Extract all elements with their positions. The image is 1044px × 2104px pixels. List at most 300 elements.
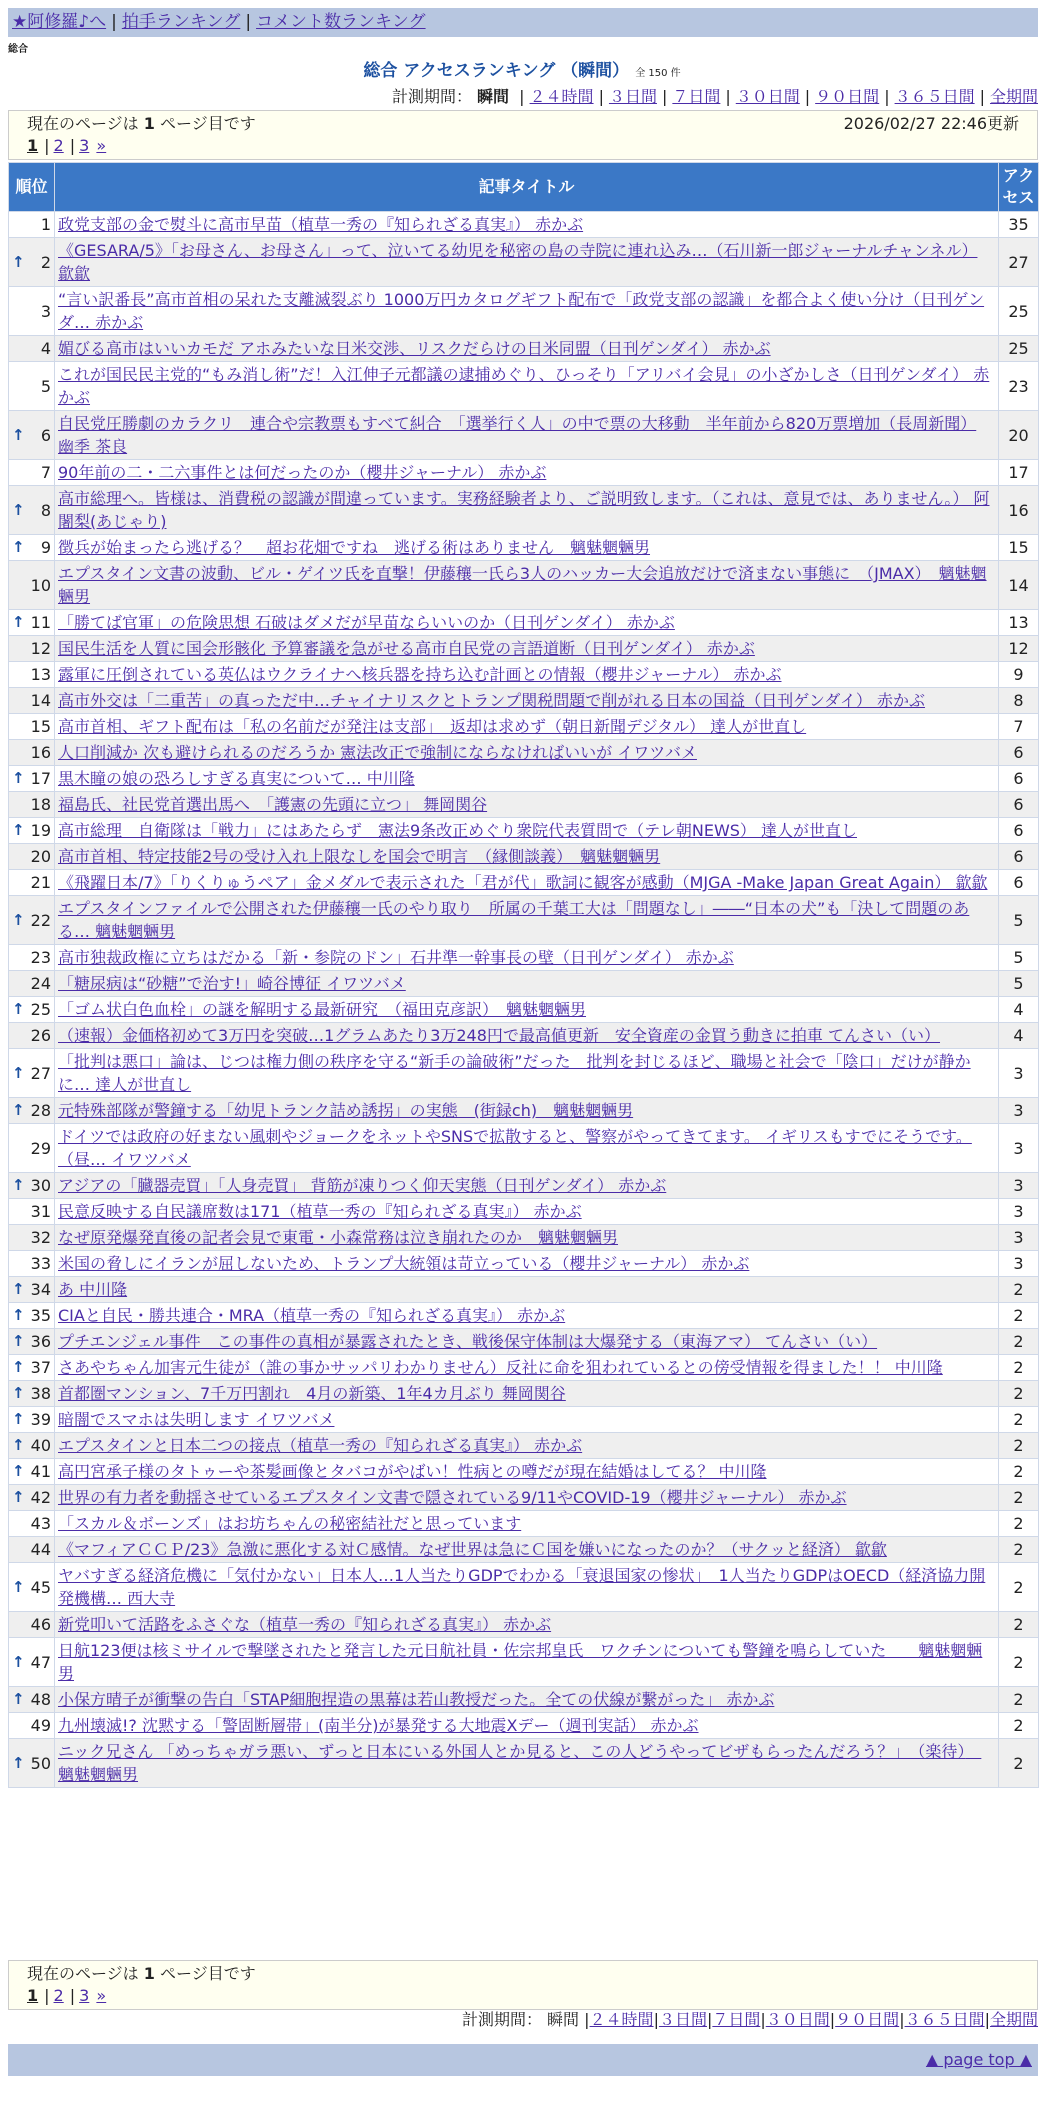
rank-cell: [9, 1433, 55, 1459]
table-row: [9, 535, 1039, 561]
rank-up-arrow-icon: ↑: [12, 1101, 25, 1119]
article-title-link[interactable]: 高市首相、特定技能2号の受け入れ上限なしを国会で明言 （縁側談義） 魑魅魍魎男: [58, 847, 661, 866]
period-label: 計測期間：: [461, 2010, 542, 2029]
rank-number: 42: [30, 1488, 51, 1507]
title-cell: [55, 1225, 999, 1251]
access-count: 35: [999, 212, 1039, 238]
article-title-link[interactable]: 米国の脅しにイランが屈しないため、トランプ大統領は苛立っている（櫻井ジャーナル） 赤かぶ: [58, 1254, 750, 1273]
table-row: [9, 896, 1039, 945]
table-row: [9, 688, 1039, 714]
access-count: 2: [999, 1485, 1039, 1511]
rank-up-arrow-icon: ↑: [12, 1577, 25, 1596]
rank-number: 1: [40, 215, 51, 234]
rank-number: 34: [30, 1280, 51, 1299]
access-count: 2: [999, 1381, 1039, 1407]
access-count: 16: [999, 486, 1039, 535]
period-separator: |: [653, 2010, 659, 2029]
rank-number: 38: [30, 1384, 51, 1403]
access-count: 6: [999, 870, 1039, 896]
table-row: [9, 1687, 1039, 1713]
access-count: 7: [999, 714, 1039, 740]
rank-cell: [9, 1355, 55, 1381]
table-row: [9, 1638, 1039, 1687]
article-title-link[interactable]: （速報）金価格初めて3万円を突破…1グラムあたり3万248円で最高値更新 安全資産の金買う動きに拍車 てんさい（い）: [58, 1026, 941, 1045]
rank-up-arrow-icon: ↑: [12, 425, 25, 444]
rank-cell: [9, 971, 55, 997]
rank-number: 2: [40, 252, 51, 272]
article-title-link[interactable]: 「スカル＆ボーンズ」はお坊ちゃんの秘密結社だと思っています: [58, 1514, 522, 1533]
page-link[interactable]: 3: [79, 1986, 90, 2005]
title-cell: [55, 287, 999, 336]
rank-up-arrow-icon: ↑: [12, 1332, 25, 1350]
rank-number: 26: [30, 1026, 51, 1045]
title-cell: [55, 997, 999, 1023]
page-separator: |: [44, 136, 50, 155]
table-header-row: [9, 163, 1039, 212]
period-selector-bottom: [462, 2009, 1038, 2031]
rank-number: 29: [30, 1138, 51, 1158]
article-title-link[interactable]: 《マフィアＣＣＰ/23》急激に悪化する対Ｃ感情。なぜ世界は急にＣ国を嫌いになったのか？（サクッと経済） 歙歙: [58, 1540, 887, 1559]
title-cell: [55, 636, 999, 662]
article-title-link[interactable]: ドイツでは政府の好まない風刺やジョークをネットやSNSで拡散すると、警察がやってきてます。 イギリスもすでにそうです。（昼… イワツバメ: [58, 1127, 972, 1169]
page-link[interactable]: 2: [53, 136, 64, 155]
title-cell: [55, 1049, 999, 1098]
rank-number: 32: [30, 1228, 51, 1247]
period-option-link[interactable]: ２４時間: [589, 2010, 654, 2029]
rank-cell: [9, 1023, 55, 1049]
table-row: [9, 1713, 1039, 1739]
rank-cell: [9, 714, 55, 740]
rank-up-arrow-icon: ↑: [12, 821, 25, 839]
access-count: 2: [999, 1407, 1039, 1433]
rank-number: 45: [30, 1577, 51, 1597]
title-cell: [55, 945, 999, 971]
article-title-link[interactable]: 「勝てば官軍」の危険思想 石破はダメだが早苗ならいいのか（日刊ゲンダイ） 赤かぶ: [58, 613, 675, 632]
article-title-link[interactable]: 世界の有力者を動揺させているエプスタイン文書で隠されている9/11やCOVID-19（櫻井ジャーナル） 赤かぶ: [58, 1488, 847, 1507]
nav-link-comment-ranking[interactable]: コメント数ランキング: [256, 12, 426, 32]
rank-number: 22: [30, 910, 51, 930]
rank-cell: [9, 1459, 55, 1485]
rank-cell: [9, 1612, 55, 1638]
article-title-link[interactable]: 新党叩いて活路をふさぐな（植草一秀の『知られざる真実』） 赤かぶ: [58, 1615, 552, 1634]
article-title-link[interactable]: 日航123便は核ミサイルで撃墜されたと発言した元日航社員・佐宗邦皇氏 ワクチンについても警鐘を鳴らしていた 魑魅魍魎男: [58, 1641, 983, 1683]
current-page-text: 現在のページは 1 ページ目です: [27, 1964, 256, 1983]
period-separator: |: [706, 2010, 713, 2029]
rank-number: 50: [30, 1753, 51, 1773]
table-row: [9, 1612, 1039, 1638]
rank-number: 24: [30, 974, 51, 993]
article-title-link[interactable]: 国民生活を人質に国会形骸化 予算審議を急がせる高市自民党の言語道断（日刊ゲンダイ） 赤かぶ: [58, 639, 755, 658]
rank-number: 8: [40, 500, 51, 520]
table-row: [9, 1251, 1039, 1277]
table-row: [9, 818, 1039, 844]
period-option-link[interactable]: ３日間: [658, 2010, 707, 2029]
access-count: 20: [999, 411, 1039, 460]
next-page-link[interactable]: »: [96, 136, 107, 155]
rank-cell: [9, 411, 55, 460]
period-separator: |: [725, 87, 731, 106]
article-title-link[interactable]: なぜ原発爆発直後の記者会見で東電・小森常務は泣き崩れたのか 魑魅魍魎男: [58, 1228, 619, 1247]
ranking-heading: [0, 60, 1044, 85]
period-option-link[interactable]: ２４時間: [529, 87, 594, 106]
rank-number: 37: [30, 1358, 51, 1377]
rank-up-arrow-icon: ↑: [12, 1690, 25, 1708]
table-row: [9, 714, 1039, 740]
rank-number: 5: [40, 376, 51, 396]
period-option-link[interactable]: ９０日間: [835, 2010, 900, 2029]
article-title-link[interactable]: プチエンジェル事件 この事件の真相が暴露されたとき、戦後保守体制は大爆発する（東海アマ） てんさい（い）: [58, 1332, 878, 1351]
rank-cell: [9, 1329, 55, 1355]
table-row: [9, 1563, 1039, 1612]
table-row: [9, 1407, 1039, 1433]
title-cell: [55, 1485, 999, 1511]
rank-up-arrow-icon: ↑: [12, 538, 25, 556]
article-title-link[interactable]: 「糖尿病は“砂糖”で治す!」崎谷博征 イワツバメ: [58, 974, 406, 993]
access-count: 27: [999, 238, 1039, 287]
access-count: 5: [999, 945, 1039, 971]
page-top-link[interactable]: ▲ page top ▲: [925, 2050, 1032, 2069]
nav-link-applause-ranking[interactable]: 拍手ランキング: [121, 12, 241, 32]
rank-cell: [9, 1098, 55, 1124]
title-cell: [55, 1098, 999, 1124]
period-separator: |: [584, 2010, 590, 2029]
title-cell: [55, 362, 999, 411]
rank-number: 16: [30, 743, 51, 762]
title-cell: [55, 1277, 999, 1303]
access-count: 25: [999, 287, 1039, 336]
article-title-link[interactable]: 《飛躍日本/7》「りくりゅうペア」金メダルで表示された「君が代」歌詞に観客が感動（MJGA -Make Japan Great Again） 歙歙: [58, 873, 988, 892]
rank-cell: [9, 1124, 55, 1173]
rank-cell: [9, 1638, 55, 1687]
period-option-link[interactable]: 全期間: [989, 2010, 1038, 2029]
rank-up-arrow-icon: ↑: [12, 1280, 25, 1298]
access-count: 12: [999, 636, 1039, 662]
article-title-link[interactable]: 自民党圧勝劇のカラクリ 連合や宗教票もすべて糾合 「選挙行く人」の中で票の大移動 半年前から820万票増加（長周新聞） 幽季 茶良: [58, 414, 977, 456]
rank-cell: [9, 997, 55, 1023]
title-cell: [55, 870, 999, 896]
rank-cell: [9, 1739, 55, 1788]
title-cell: [55, 766, 999, 792]
article-title-link[interactable]: 九州壊滅!? 沈黙する「警固断層帯」(南半分)が暴発する大地震Xデー（週刊実話） 赤かぶ: [58, 1716, 699, 1735]
article-title-link[interactable]: 高市独裁政権に立ちはだかる「新・参院のドン」石井準一幹事長の壁（日刊ゲンダイ） 赤かぶ: [58, 948, 734, 967]
pager-top: [8, 110, 1038, 160]
article-title-link[interactable]: 小保方晴子が衝撃の告白「STAP細胞捏造の黒幕は若山教授だった。全ての伏線が繋がった」 赤かぶ: [58, 1690, 775, 1709]
access-count: 3: [999, 1098, 1039, 1124]
article-title-link[interactable]: これが国民民主党的“もみ消し術”だ！入江伸子元都議の逮捕めぐり、ひっそり「アリバイ会見」の小ざかしさ（日刊ゲンダイ） 赤かぶ: [58, 365, 990, 407]
rank-cell: [9, 1199, 55, 1225]
article-title-link[interactable]: 福島氏、社民党首選出馬へ 「護憲の先頭に立つ」 舞岡関谷: [58, 795, 488, 814]
rank-cell: [9, 1563, 55, 1612]
ranking-table: [8, 162, 1039, 1788]
access-count: 3: [999, 1124, 1039, 1173]
table-row: [9, 1225, 1039, 1251]
rank-cell: [9, 610, 55, 636]
rank-up-arrow-icon: ↑: [12, 1358, 25, 1376]
article-title-link[interactable]: 元特殊部隊が警鐘する「幼児トランク詰め誘拐」の実態 (街録ch) 魑魅魍魎男: [58, 1101, 634, 1120]
article-title-link[interactable]: CIAと自民・勝共連合・MRA（植草一秀の『知られざる真実』） 赤かぶ: [58, 1306, 566, 1325]
access-count: 17: [999, 460, 1039, 486]
table-row: [9, 1433, 1039, 1459]
table-row: [9, 486, 1039, 535]
title-cell: [55, 1511, 999, 1537]
title-cell: [55, 1638, 999, 1687]
period-option-link[interactable]: ３日間: [608, 87, 657, 106]
title-cell: [55, 336, 999, 362]
page-separator: |: [44, 1986, 50, 2005]
next-page-link[interactable]: »: [96, 1986, 107, 2005]
rank-cell: [9, 1485, 55, 1511]
title-cell: [55, 714, 999, 740]
rank-up-arrow-icon: ↑: [12, 252, 25, 271]
article-title-link[interactable]: 媚びる高市はいいカモだ アホみたいな日米交渉、リスクだらけの日米同盟（日刊ゲンダイ） 赤かぶ: [58, 339, 771, 358]
period-separator: |: [884, 87, 890, 106]
access-count: 3: [999, 1173, 1039, 1199]
article-title-link[interactable]: エプスタイン文書の波動、ビル・ゲイツ氏を直撃！伊藤穰一氏ら3人のハッカー大会追放だけで済まない事態に （JMAX） 魑魅魍魎男: [58, 564, 987, 606]
rank-cell: [9, 844, 55, 870]
rank-number: 11: [30, 613, 51, 632]
table-row: [9, 238, 1039, 287]
period-option-link[interactable]: ３６５日間: [894, 87, 975, 106]
bottom-bar: [8, 2044, 1038, 2076]
rank-number: 23: [30, 948, 51, 967]
rank-up-arrow-icon: ↑: [12, 1063, 25, 1082]
table-row: [9, 1303, 1039, 1329]
rank-cell: [9, 945, 55, 971]
updated-timestamp: 2026/02/27 22:46更新: [843, 114, 1019, 133]
period-separator: |: [760, 2010, 766, 2029]
article-title-link[interactable]: 暗闇でスマホは失明します イワツバメ: [58, 1410, 335, 1429]
article-title-link[interactable]: エプスタインと日本二つの接点（植草一秀の『知られざる真実』） 赤かぶ: [58, 1436, 583, 1455]
rank-cell: [9, 1687, 55, 1713]
rank-cell: [9, 870, 55, 896]
article-title-link[interactable]: 高円宮承子様のタトゥーや茶髪画像とタバコがやばい！性病との噂だが現在結婚はしてる？ 中川隆: [58, 1462, 767, 1481]
period-option-link[interactable]: ３６５日間: [904, 2010, 985, 2029]
article-title-link[interactable]: アジアの「臓器売買」「人身売買」 背筋が凍りつく仰天実態（日刊ゲンダイ） 赤かぶ: [58, 1176, 667, 1195]
table-row: [9, 1739, 1039, 1788]
table-row: [9, 766, 1039, 792]
table-row: [9, 870, 1039, 896]
page-link[interactable]: 2: [53, 1986, 64, 2005]
rank-up-arrow-icon: ↑: [12, 1176, 25, 1194]
rank-cell: [9, 460, 55, 486]
rank-cell: [9, 636, 55, 662]
rank-up-arrow-icon: ↑: [12, 1410, 25, 1428]
article-title-link[interactable]: 「批判は悪口」論は、じつは権力側の秩序を守る“新手の論破術”だった 批判を封じるほど、職場と社会で「陰口」だけが静かに… 達人が世直し: [58, 1052, 971, 1094]
access-count: 25: [999, 336, 1039, 362]
access-count: 2: [999, 1355, 1039, 1381]
title-cell: [55, 486, 999, 535]
rank-number: 20: [30, 847, 51, 866]
period-separator: |: [984, 2010, 990, 2029]
article-title-link[interactable]: 高市総理 自衛隊は「戦力」にはあたらず 憲法9条改正めぐり衆院代表質問で（テレ朝NEWS） 達人が世直し: [58, 821, 858, 840]
article-title-link[interactable]: 首都圏マンション、7千万円割れ 4月の新築、1年4カ月ぶり 舞岡関谷: [58, 1384, 566, 1403]
rank-cell: [9, 1407, 55, 1433]
title-cell: [55, 1433, 999, 1459]
title-cell: [55, 460, 999, 486]
rank-cell: [9, 1537, 55, 1563]
table-row: [9, 1511, 1039, 1537]
title-cell: [55, 792, 999, 818]
pager-bottom: [8, 1960, 1038, 2010]
rank-cell: [9, 336, 55, 362]
access-count: 15: [999, 535, 1039, 561]
period-separator: |: [519, 87, 525, 106]
rank-cell: [9, 561, 55, 610]
table-row: [9, 945, 1039, 971]
rank-cell: [9, 486, 55, 535]
rank-number: 49: [30, 1716, 51, 1735]
article-title-link[interactable]: 「ゴム状白色血栓」の謎を解明する最新研究 （福田克彦訳） 魑魅魍魎男: [58, 1000, 587, 1019]
table-row: [9, 1098, 1039, 1124]
rank-up-arrow-icon: ↑: [12, 1753, 25, 1772]
article-title-link[interactable]: エプスタインファイルで公開された伊藤穰一氏のやり取り 所属の千葉工大は「問題なし」――“日本の犬”も「決して問題のある… 魑魅魍魎男: [58, 899, 970, 941]
rank-cell: [9, 1277, 55, 1303]
table-row: [9, 460, 1039, 486]
rank-cell: [9, 1381, 55, 1407]
access-count: 4: [999, 1023, 1039, 1049]
title-cell: [55, 1124, 999, 1173]
current-page-text: 現在のページは 1 ページ目です: [27, 114, 256, 133]
period-option-link[interactable]: ３０日間: [765, 2010, 830, 2029]
title-cell: [55, 1329, 999, 1355]
article-title-link[interactable]: 黒木瞳の娘の恐ろしすぎる真実について… 中川隆: [58, 769, 415, 788]
header-title: 記事タイトル: [55, 163, 999, 212]
article-title-link[interactable]: さあやちゃん加害元生徒が（誰の事かサッパリわかりません）反社に命を狙われているとの傍受情報を得ました！！ 中川隆: [58, 1358, 943, 1377]
rank-number: 41: [30, 1462, 51, 1481]
rank-number: 43: [30, 1514, 51, 1533]
table-row: [9, 1537, 1039, 1563]
table-row: [9, 610, 1039, 636]
rank-cell: [9, 1511, 55, 1537]
title-cell: [55, 1713, 999, 1739]
article-title-link[interactable]: 90年前の二・二六事件とは何だったのか（櫻井ジャーナル） 赤かぶ: [58, 463, 547, 482]
article-title-link[interactable]: 高市首相、ギフト配布は「私の名前だが発注は支部」 返却は求めず（朝日新聞デジタル） 達人が世直し: [58, 717, 807, 736]
rank-number: 15: [30, 717, 51, 736]
period-option-link[interactable]: ９０日間: [815, 87, 880, 106]
article-title-link[interactable]: ヤバすぎる経済危機に「気付かない」日本人…1人当たりGDPでわかる「衰退国家の惨状」 1人当たりGDPはOECD（経済協力開発機構… 西大寺: [58, 1566, 986, 1608]
title-cell: [55, 1173, 999, 1199]
title-cell: [55, 844, 999, 870]
table-row: [9, 1049, 1039, 1098]
article-title-link[interactable]: あ 中川隆: [58, 1280, 128, 1299]
period-separator: |: [899, 2010, 905, 2029]
rank-number: 36: [30, 1332, 51, 1351]
table-row: [9, 740, 1039, 766]
top-nav-bar: [8, 8, 1038, 37]
title-cell: [55, 1612, 999, 1638]
rank-number: 3: [40, 301, 51, 321]
table-row: [9, 844, 1039, 870]
rank-number: 12: [30, 639, 51, 658]
table-row: [9, 792, 1039, 818]
article-title-link[interactable]: 高市総理へ。皆様は、消費税の認識が間違っています。実務経験者より、ご説明致します。（これは、意見では、ありません。） 阿闍梨(あじゃり): [58, 489, 990, 531]
page-link[interactable]: 3: [79, 136, 90, 155]
rank-number: 48: [30, 1690, 51, 1709]
period-option-link[interactable]: ３０日間: [735, 87, 800, 106]
table-row: [9, 336, 1039, 362]
access-count: 2: [999, 1563, 1039, 1612]
rank-number: 31: [30, 1202, 51, 1221]
table-row: [9, 1381, 1039, 1407]
rank-cell: [9, 766, 55, 792]
rank-cell: [9, 362, 55, 411]
access-count: 4: [999, 997, 1039, 1023]
title-cell: [55, 561, 999, 610]
rank-up-arrow-icon: ↑: [12, 769, 25, 787]
table-row: [9, 1459, 1039, 1485]
access-count: 6: [999, 766, 1039, 792]
nav-separator: |: [245, 12, 252, 32]
article-title-link[interactable]: 民意反映する自民議席数は171（植草一秀の『知られざる真実』） 赤かぶ: [58, 1202, 582, 1221]
table-row: [9, 1199, 1039, 1225]
nav-separator: |: [111, 12, 117, 32]
rank-cell: [9, 238, 55, 287]
rank-number: 33: [30, 1254, 51, 1273]
title-cell: [55, 1303, 999, 1329]
period-separator: |: [979, 87, 985, 106]
table-row: [9, 1485, 1039, 1511]
rank-up-arrow-icon: ↑: [12, 500, 25, 519]
period-option-link[interactable]: 全期間: [989, 87, 1038, 106]
period-option-link[interactable]: ７日間: [712, 2010, 761, 2029]
article-title-link[interactable]: 露軍に圧倒されている英仏はウクライナへ核兵器を持ち込む計画との情報（櫻井ジャーナル） 赤かぶ: [58, 665, 782, 684]
article-title-link[interactable]: “言い訳番長”高市首相の呆れた支離滅裂ぶり 1000万円カタログギフト配布で「政党支部の認識」を都合よく使い分け（日刊ゲンダ… 赤かぶ: [58, 290, 985, 332]
category-label: 総合: [8, 44, 28, 55]
rank-cell: [9, 818, 55, 844]
article-title-link[interactable]: 高市外交は「二重苦」の真っただ中…チャイナリスクとトランプ関税問題で削がれる日本の国益（日刊ゲンダイ） 赤かぶ: [58, 691, 926, 710]
article-title-link[interactable]: 徴兵が始まったら逃げる？ 超お花畑ですね 逃げる術はありません 魑魅魍魎男: [58, 538, 651, 557]
rank-up-arrow-icon: ↑: [12, 1462, 25, 1480]
title-cell: [55, 535, 999, 561]
access-count: 6: [999, 740, 1039, 766]
rank-up-arrow-icon: ↑: [12, 1384, 25, 1402]
article-title-link[interactable]: ニック兄さん 「めっちゃガラ悪い、ずっと日本にいる外国人とか見ると、この人どうやってビザもらったんだろう？」 （楽待） 魑魅魍魎男: [58, 1742, 982, 1784]
page-separator: |: [69, 1986, 76, 2005]
table-row: [9, 1124, 1039, 1173]
period-option-link[interactable]: ７日間: [672, 87, 721, 106]
table-row: [9, 1329, 1039, 1355]
title-cell: [55, 212, 999, 238]
access-count: 6: [999, 844, 1039, 870]
nav-link-asyura-home[interactable]: ★阿修羅♪へ: [12, 12, 107, 32]
article-title-link[interactable]: 人口削減か 次も避けられるのだろうか 憲法改正で強制にならなければいいが イワツバメ: [58, 743, 697, 762]
rank-number: 19: [30, 821, 51, 840]
access-count: 3: [999, 1225, 1039, 1251]
access-count: 2: [999, 1433, 1039, 1459]
rank-number: 35: [30, 1306, 51, 1325]
title-cell: [55, 411, 999, 460]
rank-number: 30: [30, 1176, 51, 1195]
access-count: 9: [999, 662, 1039, 688]
rank-number: 6: [40, 425, 51, 445]
rank-number: 4: [40, 339, 51, 358]
article-title-link[interactable]: 政党支部の金で熨斗に高市早苗（植草一秀の『知られざる真実』） 赤かぶ: [58, 215, 584, 234]
title-cell: [55, 1739, 999, 1788]
period-separator: |: [661, 87, 668, 106]
access-count: 2: [999, 1329, 1039, 1355]
table-row: [9, 971, 1039, 997]
title-cell: [55, 971, 999, 997]
article-title-link[interactable]: 《GESARA/5》「お母さん、お母さん」って、泣いてる幼児を秘密の島の寺院に連れ込み…（石川新一郎ジャーナルチャンネル） 歙歙: [58, 241, 978, 283]
access-count: 3: [999, 1251, 1039, 1277]
period-current: 瞬間: [547, 2010, 580, 2029]
period-current: 瞬間: [477, 87, 510, 106]
table-row: [9, 997, 1039, 1023]
access-count: 2: [999, 1537, 1039, 1563]
rank-up-arrow-icon: ↑: [12, 1306, 25, 1324]
rank-cell: [9, 287, 55, 336]
access-count: 2: [999, 1739, 1039, 1788]
